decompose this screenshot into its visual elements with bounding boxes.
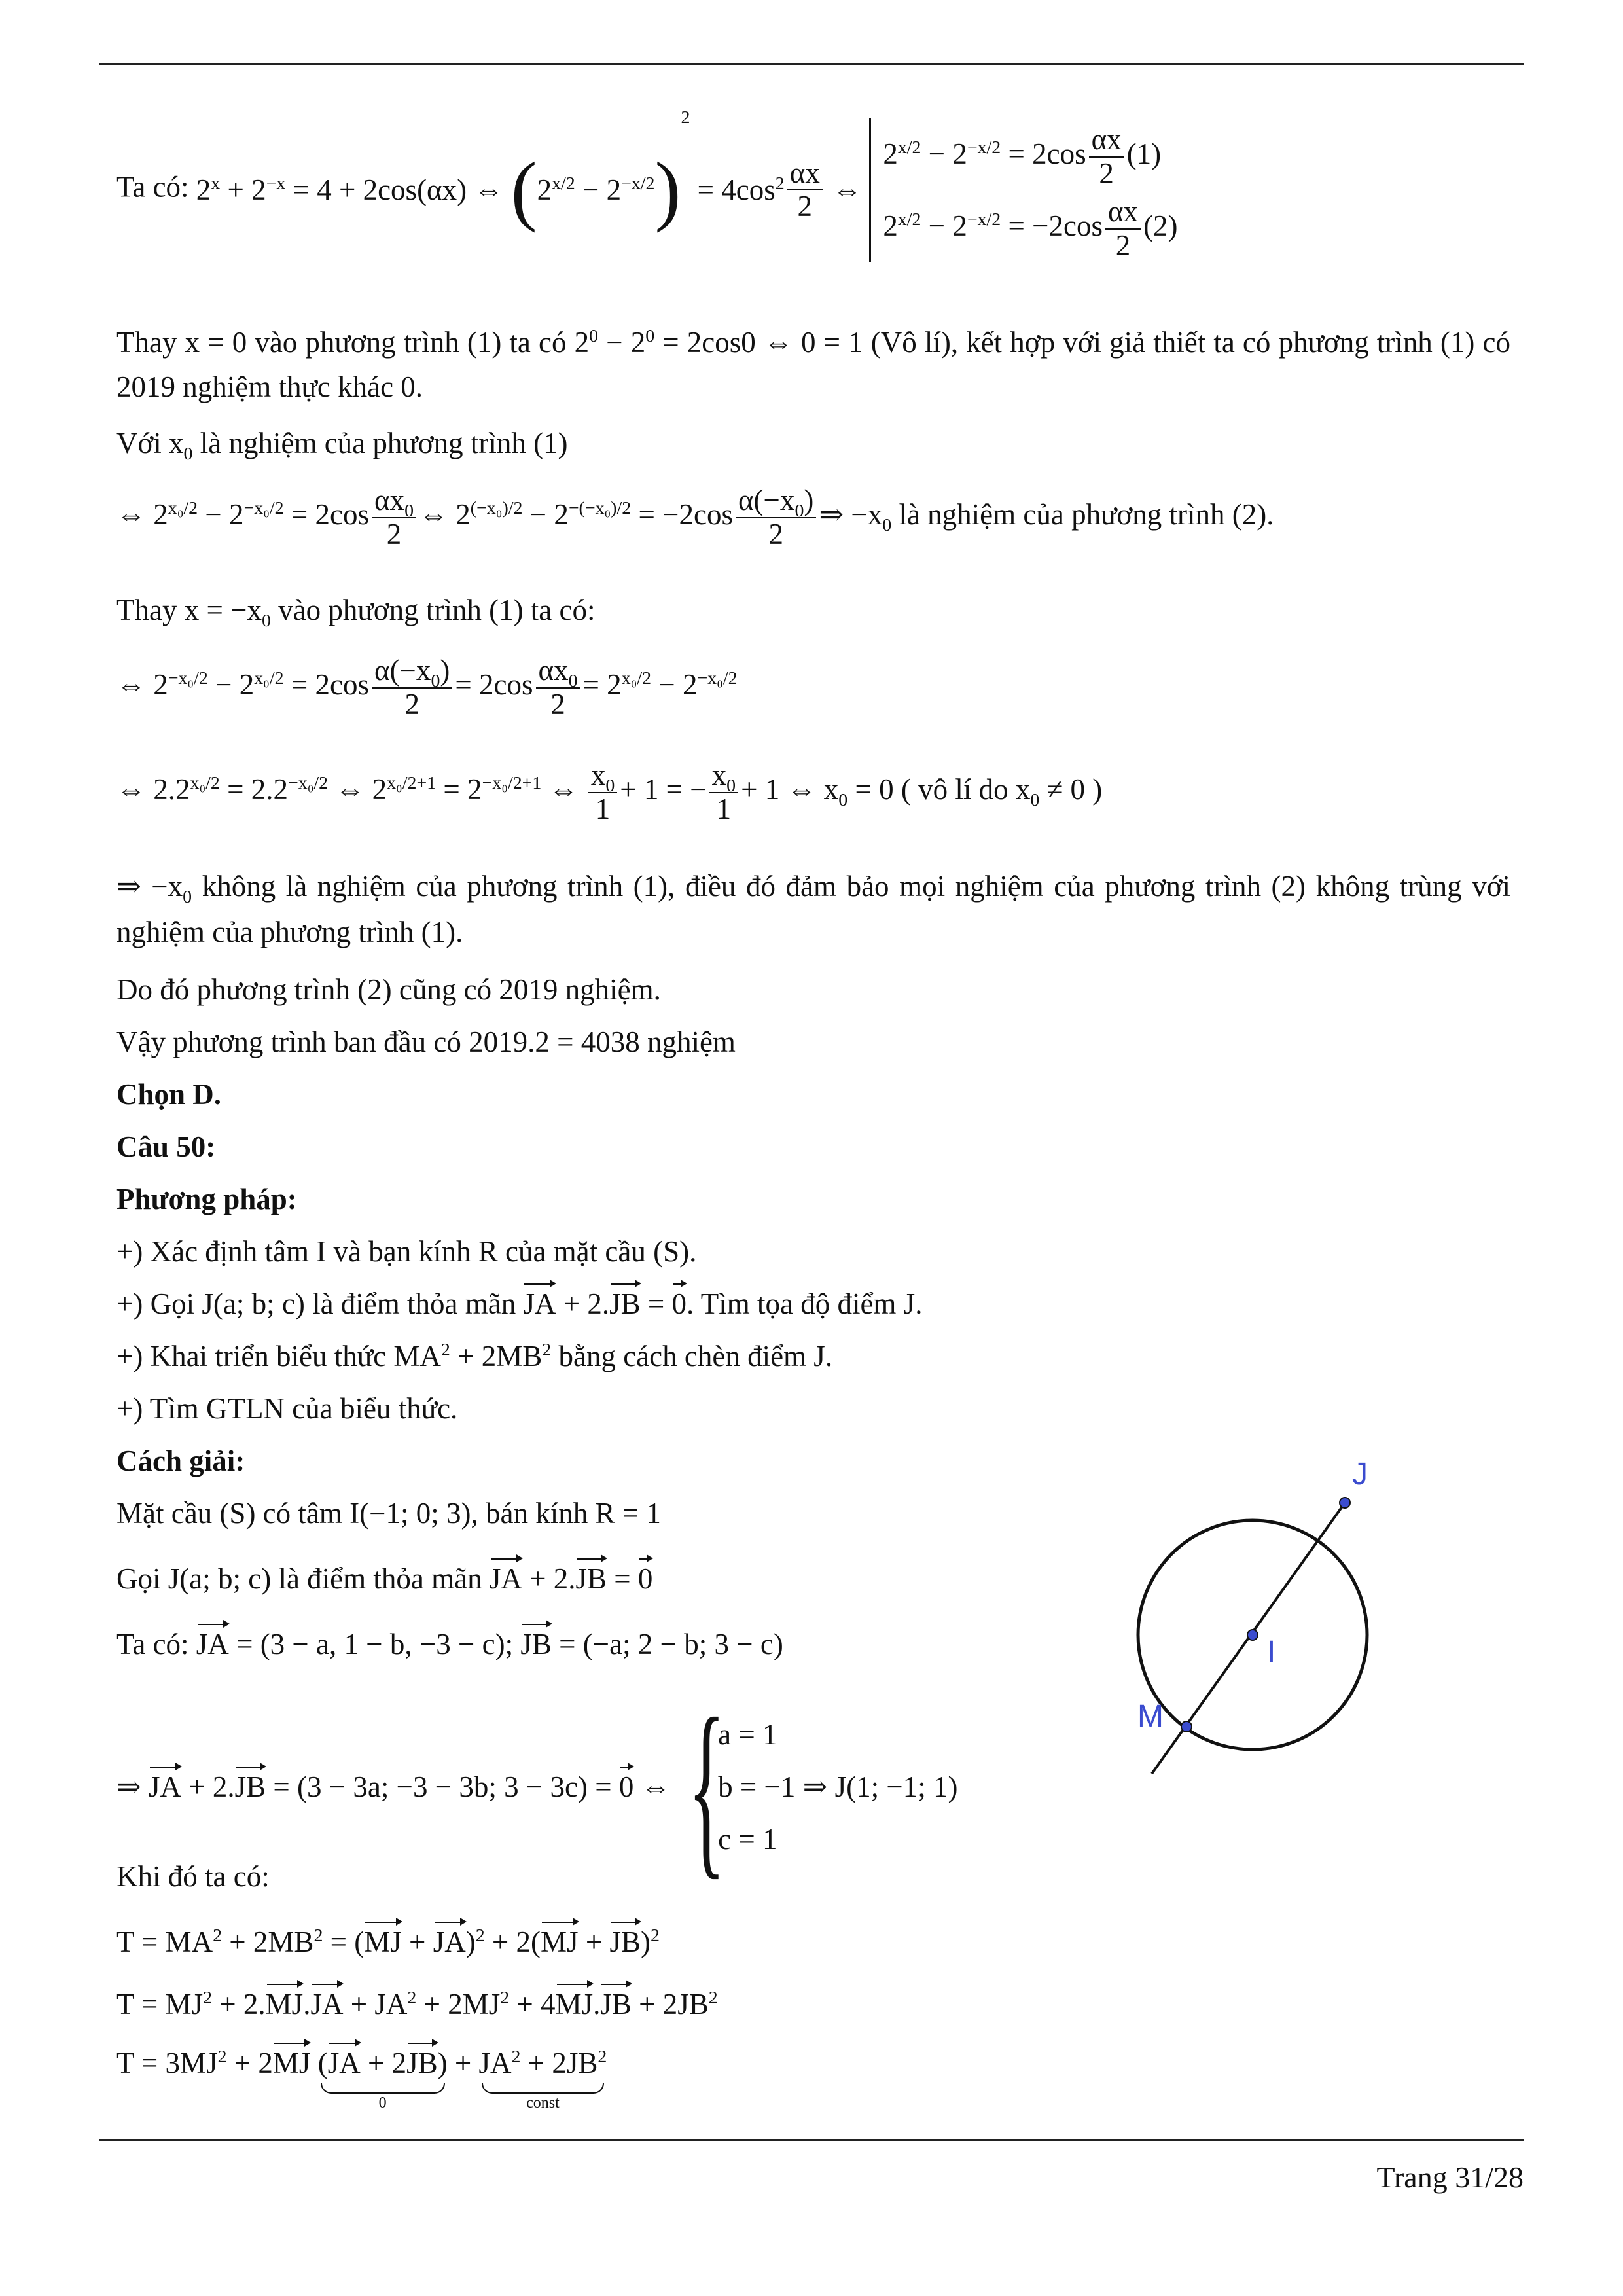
question-heading: Câu 50: bbox=[116, 1130, 216, 1163]
point-j bbox=[1340, 1498, 1350, 1508]
header-rule bbox=[99, 63, 1524, 65]
method-heading: Phương pháp: bbox=[116, 1183, 297, 1215]
para-khong-nghiem: ⇒ $-x_0$ không là nghiệm của phương trình (1), điều đó đảm bảo mọi nghiệm của phương trình (2) không trùng với nghiệm của phương trình (1). bbox=[116, 870, 1511, 948]
para-voi-x0: Với $x_0$ là nghiệm của phương trình (1) bbox=[116, 427, 568, 464]
para-khi-do: Khi đó ta có: bbox=[116, 1860, 270, 1893]
point-m bbox=[1181, 1721, 1192, 1732]
expansion-3: $T = 3MJ^2 + 2MJ$ (JA + 2JB) 0 + $JA^2 + 2JB^2$ const bbox=[116, 2047, 607, 2111]
solution-line-2: Gọi J(a; b; c) là điểm thỏa mãn JA + 2.JB = 0 bbox=[116, 1562, 653, 1595]
answer-choice: Chọn D. bbox=[116, 1078, 222, 1111]
equation-step-1: ⇔ $2^{-x_0/2} - 2^{x_0/2} = 2\cos$ $\frac{\alpha(-x_0)}{2}$ = 2cos $\frac{\alpha x_0}{2}$ = $2^{x_0/2} - 2^{-x_0/2}$ bbox=[116, 654, 738, 721]
point-i bbox=[1247, 1630, 1258, 1640]
label-i: I bbox=[1267, 1635, 1276, 1670]
label-m: M bbox=[1137, 1699, 1164, 1734]
para-vay: Vậy phương trình ban đầu có 2019.2 = 4038 nghiệm bbox=[116, 1026, 736, 1058]
solution-line-1: Mặt cầu (S) có tâm I(−1; 0; 3), bán kính R = 1 bbox=[116, 1497, 661, 1530]
para-thay-x0: Thay x = 0 vào phương trình (1) ta có $2^0 - 2^0 = 2\cos 0$ ⇔ 0 = 1 (Vô lí), kết hợp với giả thiết ta có phương trình (1) có 2019 nghiệm thực khác 0. bbox=[116, 326, 1510, 403]
method-step-4: +) Tìm GTLN của biểu thức. bbox=[116, 1392, 458, 1425]
method-step-2: +) Gọi J(a; b; c) là điểm thỏa mãn JA + 2.JB = 0. Tìm tọa độ điểm J. bbox=[116, 1287, 923, 1320]
solution-system: ⇒ JA + 2.JB = (3 − 3a; −3 − 3b; 3 − 3c) = 0 ⇔ { a = 1 b = −1 ⇒ J(1; −1; 1) c = 1 bbox=[116, 1678, 958, 1895]
para-thay-mx0: Thay $x = -x_0$ vào phương trình (1) ta có: bbox=[116, 594, 596, 631]
footer-rule bbox=[99, 2139, 1524, 2141]
solution-line-3: Ta có: JA = (3 − a, 1 − b, −3 − c); JB = (−a; 2 − b; 3 − c) bbox=[116, 1628, 783, 1660]
sphere-figure bbox=[1113, 1460, 1414, 1780]
para-do-do: Do đó phương trình (2) cũng có 2019 nghiệm. bbox=[116, 973, 661, 1006]
page-number: Trang 31/28 bbox=[1376, 2161, 1524, 2194]
solution-heading: Cách giải: bbox=[116, 1444, 245, 1477]
method-step-1: +) Xác định tâm I và bạn kính R của mặt cầu (S). bbox=[116, 1235, 697, 1268]
method-step-3: +) Khai triển biểu thức $MA^2 + 2MB^2$ bằng cách chèn điểm J. bbox=[116, 1340, 833, 1372]
label-j: J bbox=[1352, 1460, 1368, 1492]
expansion-1: $T = MA^2 + 2MB^2 = (MJ + JA)^2 + 2(MJ + JB)^2$ bbox=[116, 1926, 660, 1958]
expansion-2: $T = MJ^2 + 2.MJ.JA + JA^2 + 2MJ^2 + 4MJ.JB + 2JB^2$ bbox=[116, 1988, 718, 2020]
equation-step-2: ⇔ $2.2^{x_0/2} = 2.2^{-x_0/2}$ ⇔ $2^{x_0/2+1} = 2^{-x_0/2+1}$ ⇔ $\frac{x_0}{1}$ + 1 = − $\frac{x_0}{1}$ + 1 ⇔ $x_0 = 0$ ( vô lí do $x_0 \ne 0$ ) bbox=[116, 759, 1103, 825]
equation-ta-co: Ta có: $2^x + 2^{-x} = 4 + 2\cos(\alpha x)$ ⇔ $(2^{x/2} - 2^{-x/2})^2 = 4\cos^2$ $\frac{\alpha x}{2}$ ⇔ $2^{x/2} - 2^{-x/2} = 2\cos$ $\frac{\alpha x}{2}$ (1) $2^{x/2} - 2^{-x/2} = -2\cos$ $\frac{\alpha x}{2}$ (2) bbox=[116, 107, 1178, 262]
equation-nghiem-2: ⇔ $2^{x_0/2} - 2^{-x_0/2} = 2\cos$ $\frac{\alpha x_0}{2}$ ⇔ $2^{(-x_0)/2} - 2^{-(-x_0)/2} = -2\cos$ $\frac{\alpha(-x_0)}{2}$ ⇒ $-x_0$ là nghiệm của phương trình (2). bbox=[116, 484, 1274, 550]
